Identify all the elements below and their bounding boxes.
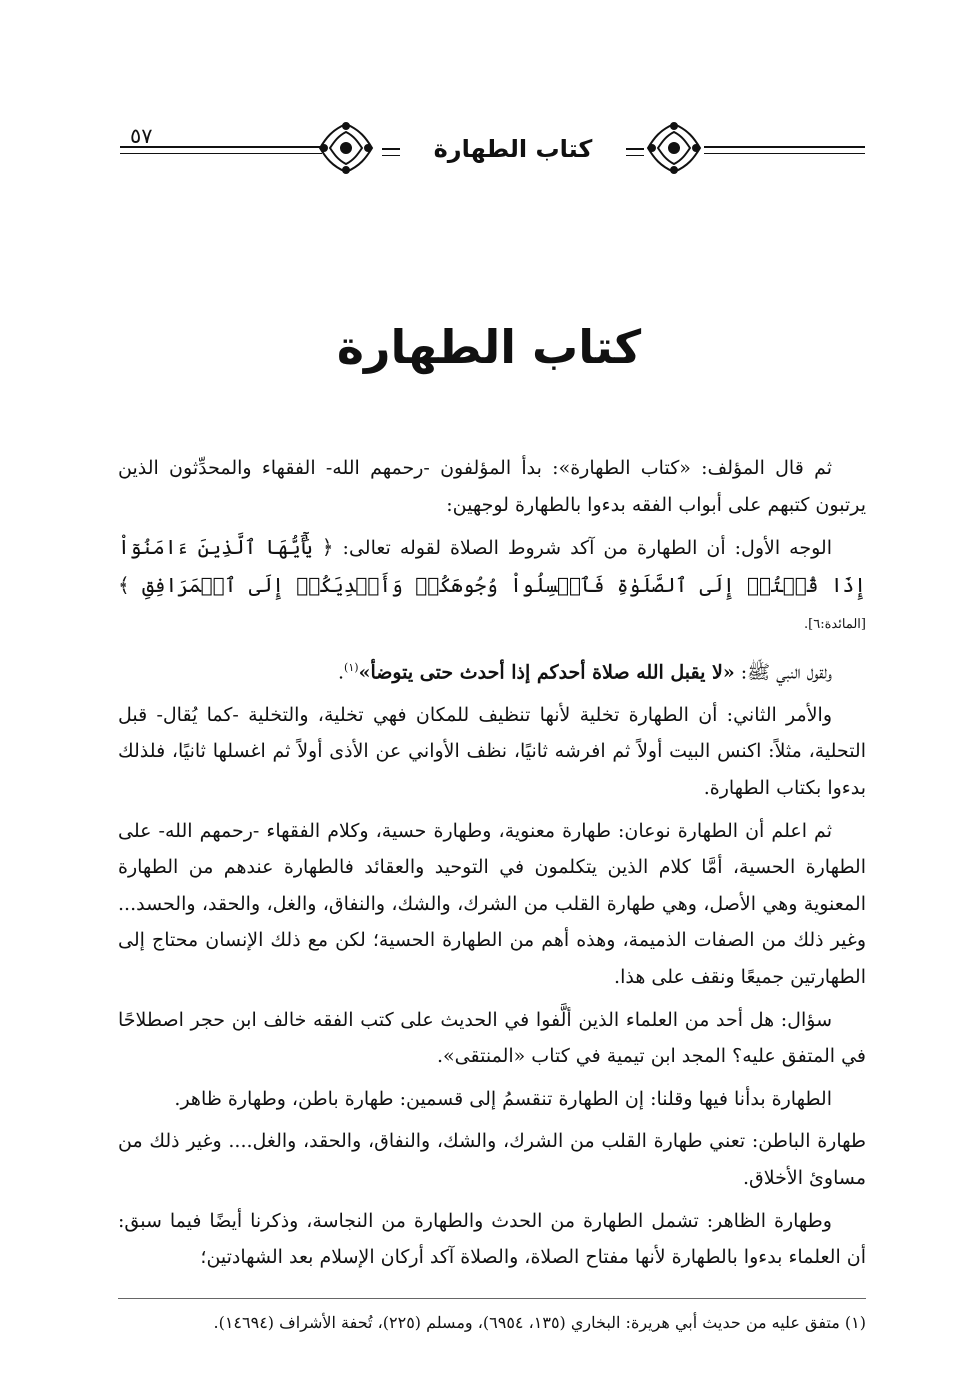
- paragraph-outer-purity: وطهارة الظاهر: تشمل الطهارة من الحدث والطهارة من النجاسة، وذكرنا أيضًا فيما سبق: أن العلماء بدءوا بالطهارة لأنها مفتاح الصلاة، والصلاة آكد أركان الإسلام بعد الشهادتين؛: [118, 1209, 866, 1269]
- paragraph-intro: ثم قال المؤلف: «كتاب الطهارة»: بدأ المؤلفون -رحمهم الله- الفقهاء والمحدِّثون الذين يرتبون كتبهم على أبواب الفقه بدءوا بالطهارة لوجهين:: [118, 457, 866, 516]
- body-text: [118, 450, 866, 1282]
- page-number: ٥٧: [130, 124, 153, 148]
- footnote-separator: [118, 1298, 866, 1299]
- ornament-left-icon: [316, 120, 376, 176]
- running-header: [120, 118, 865, 178]
- paragraph-division: الطهارة بدأنا فيها وقلنا: إن الطهارة تنقسمُ إلى قسمين: طهارة باطن، وطهارة ظاهر.: [174, 1087, 832, 1110]
- paragraph-first-reason: [118, 529, 866, 644]
- running-title: كتاب الطهارة: [400, 134, 626, 164]
- paragraph-purity-types: ثم اعلم أن الطهارة نوعان: طهارة معنوية، وطهارة حسية، وكلام الفقهاء -رحمهم الله- على الطهارة الحسية، أمَّا كلام الذين يتكلمون في التوحيد والعقائد فالطهارة عندهم من الطهارة المعنوية وهي الأصل، وهي طهارة القلب من الشرك، والشك، والنفاق، والغل، والحقد، والحسد... وغير ذلك من الصفات الذميمة، وهذه أهم من الطهارة الحسية؛ لكن مع ذلك الإنسان محتاج إلى الطهارتين جميعًا ونقف على هذا.: [118, 819, 866, 989]
- ornament-right-icon: [644, 120, 704, 176]
- paragraph-inner-purity: طهارة الباطن: تعني طهارة القلب من الشرك، والشك، والنفاق، والحقد، والغل.... وغير ذلك من مساوئ الأخلاق.: [118, 1130, 866, 1190]
- footnote: (١) متفق عليه من حديث أبي هريرة: البخاري (١٣٥، ٦٩٥٤)، ومسلم (٢٢٥)، تُحفة الأشراف (١٤٦٩٤).: [213, 1313, 866, 1332]
- hadith-text: «لا يقبل الله صلاة أحدكم إذا أحدث حتى يتوضأ»: [358, 661, 735, 684]
- footnote-marker[interactable]: (١): [344, 660, 359, 674]
- quran-verse: ﴿ يَٰٓأَيُّهَا ٱلَّذِينَ ءَامَنُوٓاْ إِذَا قُمۡتُمۡ إِلَى ٱلصَّلَوٰةِ فَٱغۡسِلُواْ وُجُوهَكُمۡ وَأَيۡدِيَكُمۡ إِلَى ٱلۡمَرَافِقِ ﴾: [118, 535, 866, 597]
- hadith-intro: ولقول النبي ﷺ:: [740, 661, 832, 684]
- chapter-title: كتاب الطهارة: [336, 320, 642, 374]
- header-rule-right: [704, 146, 865, 154]
- hadith-end: .: [338, 661, 345, 684]
- paragraph-hadith: [118, 650, 866, 691]
- first-reason-text: الوجه الأول: أن الطهارة من آكد شروط الصلاة لقوله تعالى:: [342, 537, 832, 560]
- verse-reference: [المائدة:٦].: [804, 617, 866, 633]
- paragraph-question: سؤال: هل أحد من العلماء الذين ألَّفوا في الحديث على كتب الفقه خالف ابن حجر اصطلاحًا في المتفق عليه؟ المجد ابن تيمية في كتاب «المنتقى».: [118, 1008, 866, 1068]
- paragraph-second-reason: والأمر الثاني: أن الطهارة تخلية لأنها تنظيف للمكان فهي تخلية، والتخلية -كما يُقال- قبل التحلية، مثلاً: اكنس البيت أولاً ثم افرشه ثانيًا، نظف الأواني عن الأذى أولاً ثم اغسلها ثانيًا، فلذلك بدءوا بكتاب الطهارة.: [118, 703, 866, 800]
